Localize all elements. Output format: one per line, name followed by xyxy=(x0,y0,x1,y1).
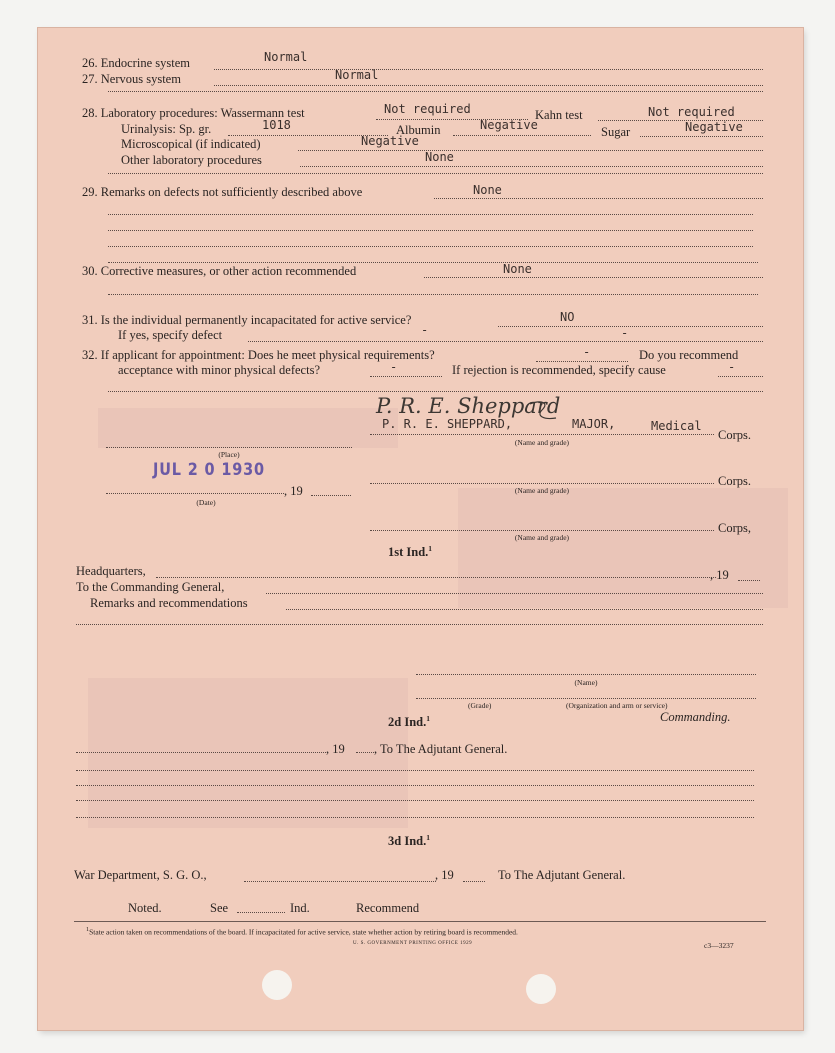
item-27-value: Normal xyxy=(335,68,379,82)
ind2-heading: 2d Ind.$^1$ xyxy=(388,714,430,730)
ind2-line-5 xyxy=(76,817,754,818)
defect-label: If yes, specify defect xyxy=(118,328,223,342)
place-caption: (Place) xyxy=(218,450,240,459)
headquarters-label: Headquarters, xyxy=(76,564,146,578)
date-line xyxy=(106,493,284,494)
item-26-value: Normal xyxy=(264,50,308,64)
other-lab-line xyxy=(300,166,763,167)
commanding-label: Commanding. xyxy=(660,710,731,724)
name-grade-caption-3: (Name and grade) xyxy=(514,533,570,542)
ind2-place-line xyxy=(76,752,326,753)
item-32-label: 32. If applicant for appointment: Does he meet physical requirements? xyxy=(82,348,435,362)
albumin-line xyxy=(453,135,591,136)
corps-label-1: Corps. xyxy=(718,428,751,442)
headquarters-line xyxy=(156,577,716,578)
other-lab-label: Other laboratory procedures xyxy=(121,153,262,167)
form-number: c3—3237 xyxy=(704,941,734,950)
item-28-label: 28. Laboratory procedures: Wassermann test xyxy=(82,106,305,120)
date-caption: (Date) xyxy=(196,498,216,507)
defect-value-2: - xyxy=(621,326,629,340)
corps-label-2: Corps. xyxy=(718,474,751,488)
punch-hole xyxy=(526,974,556,1004)
show-through-mark xyxy=(88,678,408,828)
punch-hole xyxy=(262,970,292,1000)
noted-label: Noted. xyxy=(128,901,162,915)
ind2-to-adjutant: , To The Adjutant General. xyxy=(374,742,508,756)
wassermann-value: Not required xyxy=(384,102,471,116)
microscopical-label: Microscopical (if indicated) xyxy=(121,137,261,151)
item-26-line xyxy=(214,69,763,70)
albumin-value: Negative xyxy=(480,118,538,132)
ind2-year-line xyxy=(356,752,376,753)
name-grade-caption-2: (Name and grade) xyxy=(514,486,570,495)
ind3-year: , 19 xyxy=(435,868,454,882)
date-stamp: JUL 2 0 1930 xyxy=(153,460,265,480)
rejection-label: If rejection is recommended, specify cause xyxy=(452,363,666,377)
ind2-line-2 xyxy=(76,770,754,771)
ind1-name-line xyxy=(416,674,756,675)
see-line xyxy=(237,912,285,913)
ind2-line-3 xyxy=(76,785,754,786)
typed-corps: Medical xyxy=(651,419,702,433)
item-31-label: 31. Is the individual permanently incapacitated for active service? xyxy=(82,313,412,327)
item-27-line-2 xyxy=(108,91,763,92)
place-line xyxy=(106,447,352,448)
typed-name: P. R. E. SHEPPARD, xyxy=(382,417,513,431)
corps-label-3: Corps, xyxy=(718,521,751,535)
sugar-label: Sugar xyxy=(601,125,631,139)
defect-value: - xyxy=(421,323,429,337)
ind1-org-caption: (Organization and arm or service) xyxy=(566,701,668,710)
ind3-to-adjutant: To The Adjutant General. xyxy=(498,868,626,882)
item-31-line xyxy=(498,326,763,327)
war-department-label: War Department, S. G. O., xyxy=(74,868,207,882)
microscopical-line xyxy=(298,150,763,151)
ind1-name-caption: (Name) xyxy=(574,678,598,687)
item-28-line-extra xyxy=(108,173,763,174)
item-32-line-2 xyxy=(108,391,763,392)
headquarters-year: , 19 xyxy=(710,568,729,582)
acceptance-label: acceptance with minor physical defects? xyxy=(118,363,320,377)
to-commanding-general: To the Commanding General, xyxy=(76,580,225,594)
name-grade-line-2 xyxy=(370,483,714,484)
item-27-line xyxy=(214,85,763,86)
acceptance-value: - xyxy=(390,360,398,374)
meets-value: - xyxy=(583,345,591,359)
defect-line xyxy=(248,341,763,342)
ind1-heading: 1st Ind.$^1$ xyxy=(388,544,433,560)
ind1-grade-caption: (Grade) xyxy=(468,701,492,710)
recommend-label-3: Recommend xyxy=(356,901,420,915)
item-29-value: None xyxy=(473,183,502,197)
war-department-line xyxy=(244,881,436,882)
kahn-label: Kahn test xyxy=(535,108,583,122)
microscopical-value: Negative xyxy=(361,134,419,148)
show-through-mark xyxy=(458,488,788,608)
footnote-rule xyxy=(74,921,766,922)
rejection-value: - xyxy=(728,360,736,374)
printing-office: U. S. GOVERNMENT PRINTING OFFICE 1929 xyxy=(353,941,473,946)
remarks-line xyxy=(286,609,763,610)
acceptance-line xyxy=(370,376,442,377)
see-label: See xyxy=(210,901,229,915)
item-30-line-2 xyxy=(108,294,758,295)
ind3-year-line xyxy=(463,881,485,882)
kahn-value: Not required xyxy=(648,105,735,119)
sugar-line xyxy=(640,136,763,137)
to-commanding-general-line xyxy=(266,593,763,594)
form-page xyxy=(38,28,803,1030)
remarks-line-2 xyxy=(76,624,763,625)
sp-gr-value: 1018 xyxy=(262,118,291,132)
ind3-heading: 3d Ind.$^1$ xyxy=(388,833,430,849)
item-26-label: 26. Endocrine system xyxy=(82,56,190,70)
footnote: $^1$State action taken on recommendations of the board. If incapacitated for active service, state whether action by retiring board is recommended. xyxy=(86,926,518,937)
ind1-grade-line xyxy=(416,698,756,699)
ind2-year: , 19 xyxy=(326,742,345,756)
recommend-label: Do you recommend xyxy=(639,348,739,362)
show-through-mark xyxy=(98,408,398,448)
rejection-line xyxy=(718,376,763,377)
meets-line xyxy=(536,361,628,362)
name-grade-line-3 xyxy=(370,530,714,531)
ind2-line-4 xyxy=(76,800,754,801)
item-31-value: NO xyxy=(560,310,575,324)
date-year-prefix: , 19 xyxy=(284,484,303,498)
item-27-label: 27. Nervous system xyxy=(82,72,181,86)
typed-grade: MAJOR, xyxy=(572,417,616,431)
item-29-line xyxy=(434,198,763,199)
name-grade-caption-1: (Name and grade) xyxy=(514,438,570,447)
item-29-line-5 xyxy=(108,262,758,263)
item-29-line-4 xyxy=(108,246,753,247)
item-29-label: 29. Remarks on defects not sufficiently described above xyxy=(82,185,363,199)
signature: P. R. E. Sheppard xyxy=(376,394,561,418)
other-lab-value: None xyxy=(425,150,454,164)
item-30-line xyxy=(424,277,763,278)
item-29-line-2 xyxy=(108,214,753,215)
urinalysis-label: Urinalysis: Sp. gr. xyxy=(121,122,212,136)
name-grade-line-1 xyxy=(370,434,714,435)
headquarters-year-line xyxy=(738,580,760,581)
item-30-label: 30. Corrective measures, or other action recommended xyxy=(82,264,357,278)
remarks-label: Remarks and recommendations xyxy=(90,596,248,610)
item-30-value: None xyxy=(503,262,532,276)
date-year-line xyxy=(311,495,351,496)
signature-flourish xyxy=(528,398,558,422)
sugar-value: Negative xyxy=(685,120,743,134)
item-29-line-3 xyxy=(108,230,753,231)
albumin-label: Albumin xyxy=(396,123,441,137)
ind-label: Ind. xyxy=(290,901,310,915)
